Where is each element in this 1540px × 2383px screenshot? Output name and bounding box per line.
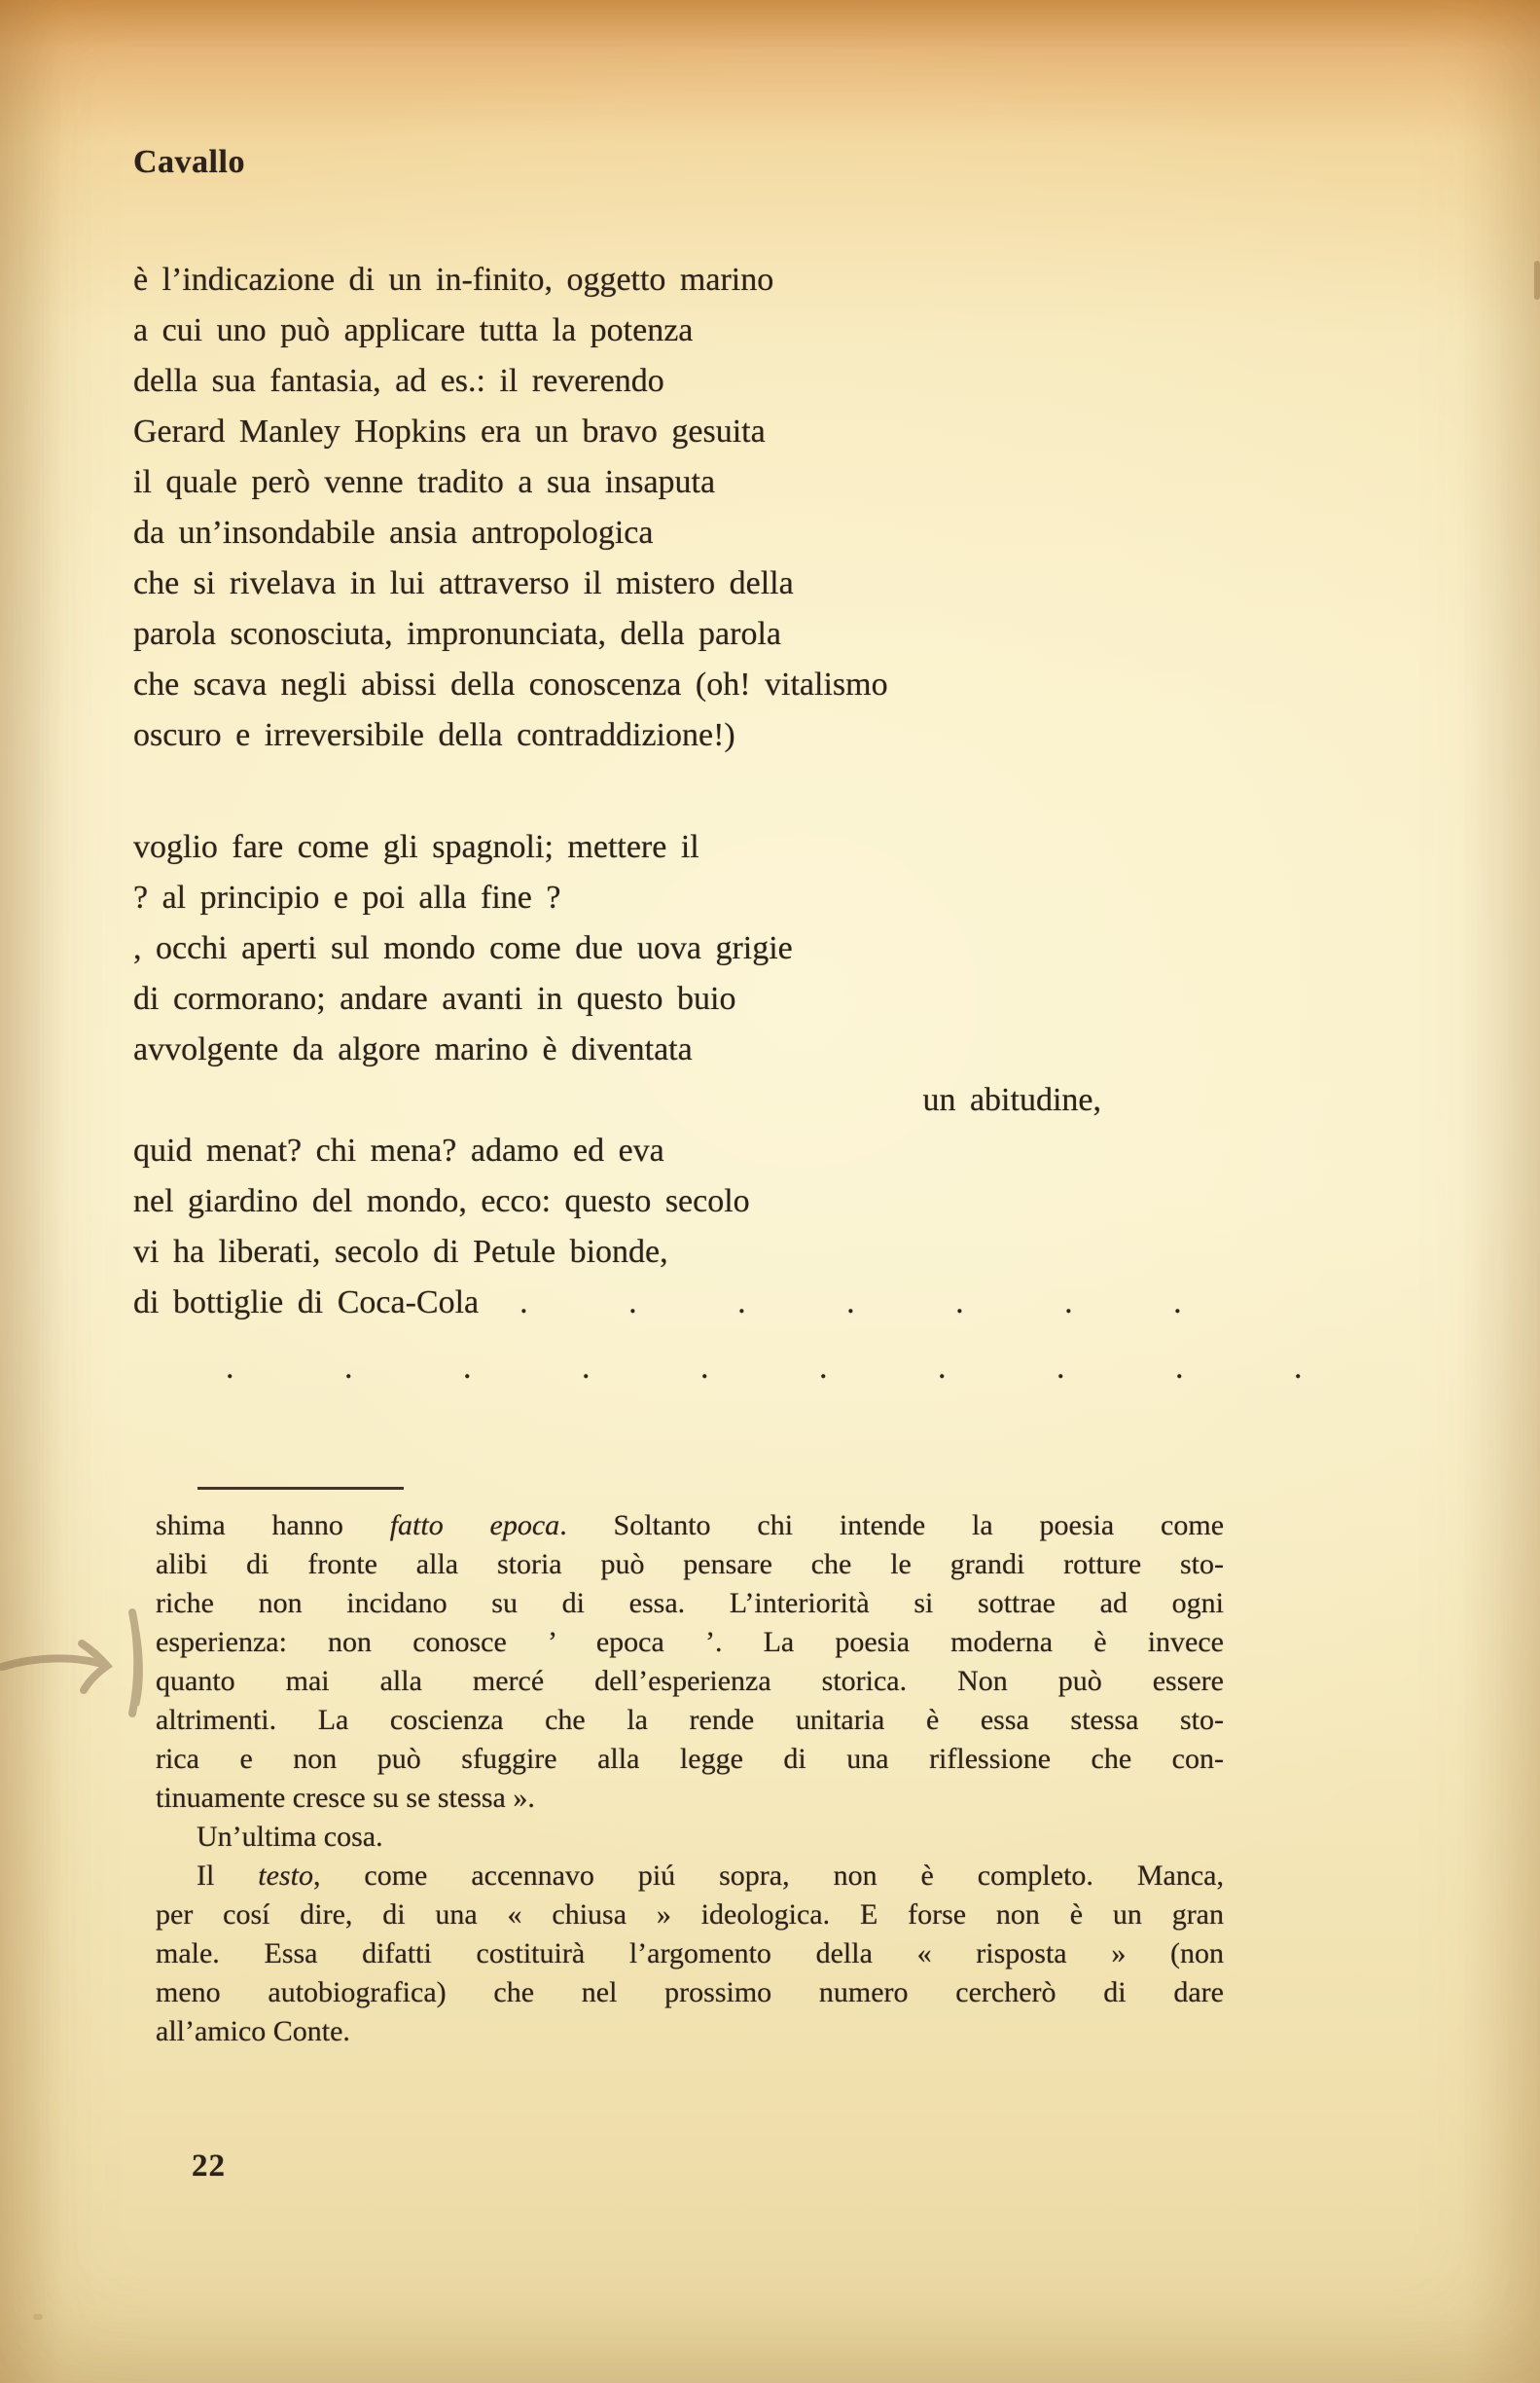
footnote-line: tinuamente cresce su se stessa ».: [156, 1782, 535, 1814]
poem-line: , occhi aperti sul mondo come due uova grigie: [133, 930, 793, 966]
footnote-line: [156, 1506, 1224, 1545]
poem-line: parola sconosciuta, impronunciata, della parola: [133, 616, 781, 652]
scan-edge-smudge: [1534, 261, 1540, 300]
poem-line: il quale però venne tradito a sua insaputa: [133, 464, 716, 500]
poem-line-text: di bottiglie di Coca-Cola: [133, 1284, 480, 1320]
poem-line: ? al principio e poi alla fine ?: [133, 880, 561, 916]
footnote-text-segment: shima hanno: [156, 1509, 390, 1541]
footnote-text-segment: , come accennavo piú sopra, non è completo. Manca,: [312, 1859, 1224, 1892]
footnote-line: male. Essa difatti costituirà l’argomento della « risposta » (non: [156, 1937, 1224, 1969]
footnote-line: alibi di fronte alla storia può pensare che le grandi rotture sto-: [156, 1548, 1224, 1580]
poem-line: da un’insondabile ansia antropologica: [133, 515, 654, 551]
footnote-line: per cosí dire, di una « chiusa » ideologica. E forse non è un gran: [156, 1898, 1224, 1931]
footnote-line: rica e non può sfuggire alla legge di una riflessione che con-: [156, 1743, 1224, 1775]
poem-line: è l’indicazione di un in-finito, oggetto marino: [133, 262, 774, 298]
poem-line: Gerard Manley Hopkins era un bravo gesuita: [133, 414, 766, 450]
footnote-italic-segment: fatto epoca: [389, 1509, 560, 1541]
footnote-line: altrimenti. La coscienza che la rende unitaria è essa stessa sto-: [156, 1704, 1224, 1736]
footnote-line: meno autobiografica) che nel prossimo numero cercherò di dare: [156, 1976, 1224, 2008]
poem-line: vi ha liberati, secolo di Petule bionde,: [133, 1234, 668, 1270]
pencil-arrow-icon: [0, 1601, 165, 1727]
leader-dots-line: [133, 1343, 1303, 1393]
poem-line-right-inset: un abitudine,: [922, 1082, 1101, 1118]
footnote-line: riche non incidano su di essa. L’interiorità si sottrae ad ogni: [156, 1587, 1224, 1619]
footnote-separator-rule: [197, 1487, 404, 1490]
footnote-line: all’amico Conte.: [156, 2015, 350, 2047]
poem-stanza-2: [133, 822, 1303, 1393]
poem-line: quid menat? chi mena? adamo ed eva: [133, 1133, 664, 1169]
leader-dots-row-2: . . . . . . . . . .: [226, 1350, 1303, 1386]
footnote-line: quanto mai alla mercé dell’esperienza storica. Non può essere: [156, 1665, 1224, 1697]
poem-line: oscuro e irreversibile della contraddizione!): [133, 717, 735, 753]
poem-line: della sua fantasia, ad es.: il reverendo: [133, 363, 664, 399]
poem-line-with-leader-dots: [133, 1278, 1226, 1328]
footnote-italic-segment: testo: [258, 1859, 313, 1892]
poem-line: voglio fare come gli spagnoli; mettere il: [133, 829, 699, 865]
footnote-line: Un’ultima cosa.: [197, 1821, 383, 1853]
poem-stanza-1: [133, 255, 1226, 761]
poem-line: avvolgente da algore marino è diventata: [133, 1031, 693, 1067]
poem-line: nel giardino del mondo, ecco: questo secolo: [133, 1183, 750, 1219]
poem-line: che scava negli abissi della conoscenza (oh! vitalismo: [133, 667, 888, 703]
poem-line: a cui uno può applicare tutta la potenza: [133, 312, 694, 348]
footnote-line: esperienza: non conosce ’ epoca ’. La poesia moderna è invece: [156, 1626, 1224, 1658]
page-number: 22: [192, 2148, 226, 2184]
scan-edge-smudge: [33, 2314, 43, 2320]
footnote-text-segment: . Soltanto chi intende la poesia come: [559, 1509, 1225, 1541]
footnote-block: [156, 1506, 1224, 2051]
poem-line: che si rivelava in lui attraverso il mistero della: [133, 565, 794, 601]
footnote-line: [156, 1857, 1224, 1896]
leader-dots-row-1: . . . . . . .: [519, 1284, 1182, 1320]
page-title: Cavallo: [133, 144, 245, 180]
poem-line: di cormorano; andare avanti in questo buio: [133, 981, 736, 1017]
footnote-text-segment: Il: [197, 1859, 259, 1892]
